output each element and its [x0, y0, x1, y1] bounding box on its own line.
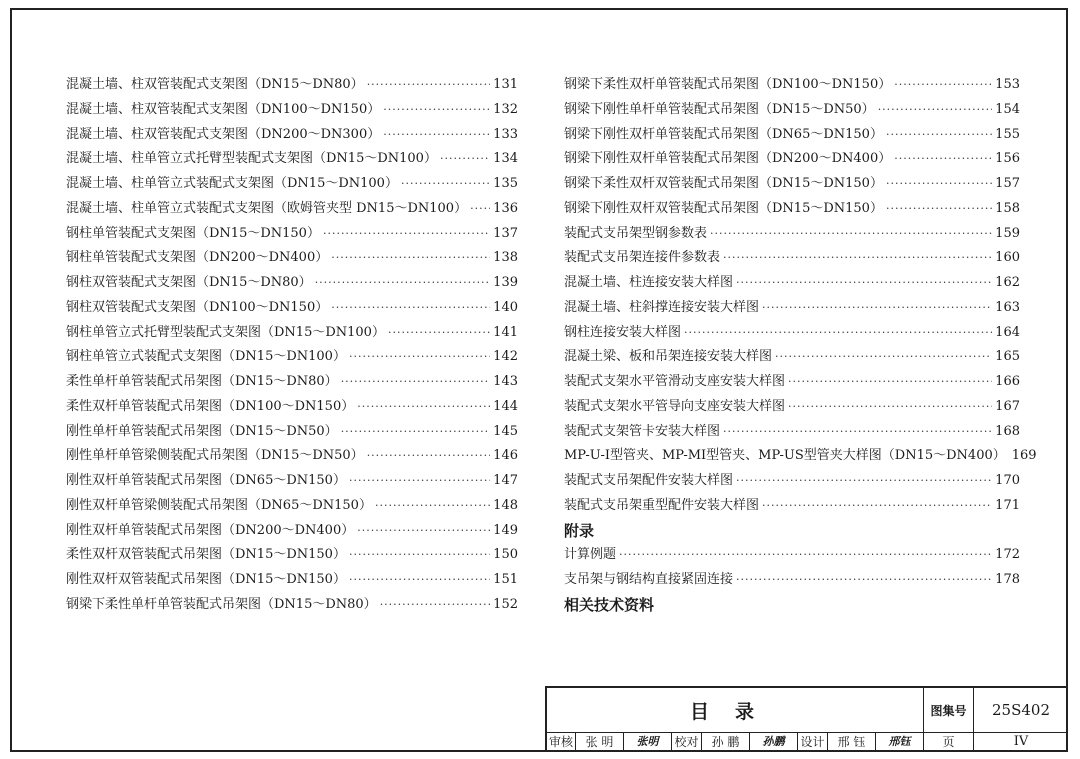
toc-entry-title: 混凝土墙、柱双管装配式支架图（DN15～DN80） [66, 77, 364, 92]
toc-entry[interactable] [564, 98, 1020, 123]
toc-entry[interactable] [564, 197, 1020, 222]
toc-entry[interactable] [66, 98, 518, 123]
toc-entry[interactable] [564, 73, 1020, 98]
toc-entry-title: 刚性单杆单管梁侧装配式吊架图（DN15～DN50） [66, 448, 364, 464]
toc-entry[interactable] [564, 420, 1020, 445]
toc-entry-page: 178 [995, 572, 1020, 587]
toc-entry[interactable] [564, 469, 1020, 494]
design-signature: 邢钰 [875, 732, 923, 752]
toc-entry-page: 147 [493, 473, 518, 488]
related-heading: 相关技术资料 [564, 595, 655, 614]
toc-leader-dots [367, 444, 490, 469]
toc-entry-page: 164 [995, 324, 1020, 340]
toc-entry-title: 刚性双杆单管装配式吊架图（DN65～DN150） [66, 473, 346, 488]
toc-entry[interactable] [564, 370, 1020, 395]
design-label: 设计 [797, 732, 827, 752]
toc-entry-title: 钢梁下柔性双杆单管装配式吊架图（DN100～DN150） [564, 77, 892, 92]
toc-entry-title: 混凝土墙、柱单管立式装配式支架图（欧姆管夹型 DN15～DN100） [66, 200, 468, 216]
toc-entry-page: 133 [493, 126, 518, 142]
toc-entry-page: 142 [493, 349, 518, 365]
toc-leader-dots [775, 345, 992, 370]
toc-entry[interactable] [564, 568, 1020, 593]
toc-entry-page: 140 [493, 299, 518, 315]
toc-entry[interactable] [66, 296, 518, 321]
toc-entry[interactable] [66, 73, 518, 98]
toc-entry-title: 混凝土墙、柱斜撑连接安装大样图 [564, 299, 760, 315]
toc-leader-dots [894, 147, 992, 172]
toc-entry[interactable] [66, 345, 518, 370]
toc-entry-page: 146 [493, 448, 518, 464]
toc-entry-title: 装配式支吊架配件安装大样图 [564, 473, 734, 488]
toc-leader-dots [440, 147, 490, 172]
toc-entry[interactable] [564, 271, 1020, 296]
toc-entry-page: 132 [493, 101, 518, 117]
toc-entry[interactable] [66, 321, 518, 346]
toc-leader-dots [315, 271, 490, 296]
toc-leader-dots [331, 246, 490, 271]
toc-entry-title: 混凝土墙、柱单管立式装配式支架图（DN15～DN100） [66, 176, 398, 191]
toc-entry[interactable] [564, 321, 1020, 346]
toc-entry-title: 钢梁下柔性单杆单管装配式吊架图（DN15～DN80） [66, 596, 377, 612]
appendix-heading: 附录 [564, 521, 595, 540]
toc-entry[interactable] [564, 345, 1020, 370]
toc-leader-dots [349, 345, 490, 370]
toc-entry-title: 柔性单杆单管装配式吊架图（DN15～DN80） [66, 374, 338, 389]
toc-entry-page: 171 [995, 497, 1020, 513]
toc-entry-page: 134 [493, 151, 518, 167]
toc-entry-page: 168 [995, 423, 1020, 439]
toc-entry[interactable] [66, 543, 518, 568]
toc-leader-dots [367, 73, 490, 98]
toc-entry-page: 136 [493, 200, 518, 216]
toc-leader-dots [380, 593, 490, 618]
toc-entry-page: 160 [995, 250, 1020, 266]
toc-left-column [66, 73, 518, 618]
toc-leader-dots [886, 123, 992, 148]
toc-leader-dots [383, 123, 490, 148]
design-name: 邢 钰 [827, 732, 875, 752]
toc-entry-title: 刚性双杆双管装配式吊架图（DN15～DN150） [66, 572, 346, 587]
title-block-title: 目录 [689, 700, 780, 723]
toc-entry-page: 163 [995, 299, 1020, 315]
toc-entry-page: 165 [995, 349, 1020, 365]
toc-entry-page: 135 [493, 176, 518, 191]
toc-leader-dots [736, 271, 992, 296]
toc-entry-page: 170 [995, 473, 1020, 488]
toc-entry-page: 144 [493, 398, 518, 414]
toc-entry-page: 149 [493, 522, 518, 538]
toc-entry[interactable] [66, 593, 518, 618]
toc-entry-title: 装配式支吊架型钢参数表 [564, 225, 708, 241]
toc-entry-title: 混凝土墙、柱双管装配式支架图（DN200～DN300） [66, 126, 381, 142]
toc-entry-page: 154 [995, 101, 1020, 117]
toc-entry-title: 装配式支架水平管导向支座安装大样图 [564, 398, 786, 414]
toc-entry[interactable] [66, 444, 518, 469]
toc-entry-page: 145 [493, 423, 518, 439]
toc-entry[interactable] [66, 271, 518, 296]
toc-entry-title: 混凝土梁、板和吊架连接安装大样图 [564, 349, 773, 365]
toc-leader-dots [762, 296, 992, 321]
toc-right-column [564, 73, 1037, 618]
review-label: 审核 [548, 735, 573, 749]
toc-entry-page: 152 [493, 596, 518, 612]
review-name: 张 明 [575, 732, 623, 752]
toc-entry[interactable] [564, 395, 1020, 420]
check-signature: 孙鹏 [749, 732, 797, 752]
toc-leader-dots [894, 73, 992, 98]
page-label: 页 [923, 732, 973, 752]
atlas-number-label: 图集号 [923, 688, 973, 732]
toc-leader-dots [886, 197, 992, 222]
toc-entry[interactable] [66, 147, 518, 172]
toc-entry[interactable] [564, 222, 1020, 247]
toc-leader-dots [886, 172, 992, 197]
toc-entry-page: 138 [493, 250, 518, 266]
toc-entry-title: 钢柱单管装配式支架图（DN200～DN400） [66, 250, 329, 266]
toc-entry-title: 混凝土墙、柱双管装配式支架图（DN100～DN150） [66, 101, 381, 117]
toc-entry-page: 131 [493, 77, 518, 92]
toc-entry-title: 混凝土墙、柱连接安装大样图 [564, 275, 734, 290]
toc-entry[interactable] [66, 197, 518, 222]
toc-entry-title: 装配式支架水平管滑动支座安装大样图 [564, 374, 786, 389]
check-name: 孙 鹏 [701, 732, 749, 752]
toc-entry[interactable] [66, 395, 518, 420]
toc-entry-page: 148 [493, 497, 518, 513]
toc-leader-dots [388, 321, 490, 346]
toc-entry[interactable] [564, 444, 1037, 469]
toc-leader-dots [375, 494, 490, 519]
toc-entry-title: 支吊架与钢结构直接紧固连接 [564, 572, 734, 587]
toc-leader-dots [341, 420, 490, 445]
toc-entry[interactable] [564, 172, 1020, 197]
toc-leader-dots [349, 568, 490, 593]
toc-leader-dots [331, 296, 490, 321]
toc-entry-title: 钢梁下刚性双杆单管装配式吊架图（DN200～DN400） [564, 151, 892, 167]
toc-entry-page: 137 [493, 225, 518, 241]
toc-entry[interactable] [564, 296, 1020, 321]
toc-leader-dots [736, 568, 992, 593]
toc-leader-dots [470, 197, 490, 222]
toc-leader-dots [349, 469, 490, 494]
toc-entry-title: 钢柱单管立式托臂型装配式支架图（DN15～DN100） [66, 324, 385, 340]
toc-entry-page: 141 [493, 324, 518, 340]
toc-entry-page: 151 [493, 572, 518, 587]
toc-entry-title: 装配式支吊架重型配件安装大样图 [564, 497, 760, 513]
toc-entry-title: 计算例题 [564, 547, 617, 563]
check-label: 校对 [671, 732, 701, 752]
toc-entry-title: 钢梁下刚性单杆单管装配式吊架图（DN15～DN50） [564, 101, 875, 117]
toc-leader-dots [736, 469, 992, 494]
toc-entry[interactable] [66, 519, 518, 544]
toc-entry-title: 刚性双杆单管装配式吊架图（DN200～DN400） [66, 522, 355, 538]
toc-leader-dots [401, 172, 490, 197]
toc-entry[interactable] [66, 246, 518, 271]
toc-entry-title: 钢梁下柔性双杆双管装配式吊架图（DN15～DN150） [564, 176, 883, 191]
toc-entry[interactable] [66, 568, 518, 593]
toc-leader-dots [323, 222, 490, 247]
toc-entry-title: 装配式支架管卡安装大样图 [564, 423, 721, 439]
title-block [545, 686, 1068, 752]
toc-leader-dots [619, 543, 992, 568]
toc-entry-page: 153 [995, 77, 1020, 92]
toc-entry-title: 混凝土墙、柱单管立式托臂型装配式支架图（DN15～DN100） [66, 151, 437, 167]
toc-entry-page: 162 [995, 275, 1020, 290]
toc-leader-dots [710, 222, 992, 247]
toc-entry-title: 钢柱双管装配式支架图（DN100～DN150） [66, 299, 329, 315]
toc-leader-dots [788, 370, 992, 395]
toc-leader-dots [341, 370, 490, 395]
toc-entry-page: 158 [995, 200, 1020, 216]
toc-entry-title: 钢柱双管装配式支架图（DN15～DN80） [66, 275, 312, 290]
toc-entry-page: 159 [995, 225, 1020, 241]
toc-entry-page: 155 [995, 126, 1020, 142]
toc-entry-page: 143 [493, 374, 518, 389]
toc-entry-page: 167 [995, 398, 1020, 414]
toc-entry-page: 166 [995, 374, 1020, 389]
toc-entry-title: 柔性双杆双管装配式吊架图（DN15～DN150） [66, 547, 346, 563]
toc-entry[interactable] [564, 147, 1020, 172]
toc-entry-title: 钢柱连接安装大样图 [564, 324, 682, 340]
toc-leader-dots [383, 98, 490, 123]
toc-entry-page: 172 [995, 547, 1020, 563]
page-number: IV [973, 732, 1068, 752]
toc-entry-title: 钢梁下刚性双杆单管装配式吊架图（DN65～DN150） [564, 126, 883, 142]
toc-entry-page: 156 [995, 151, 1020, 167]
atlas-number: 25S402 [973, 688, 1068, 732]
toc-leader-dots [349, 543, 490, 568]
toc-entry-title: 钢梁下刚性双杆双管装配式吊架图（DN15～DN150） [564, 200, 883, 216]
toc-entry-title: 钢柱单管装配式支架图（DN15～DN150） [66, 225, 320, 241]
toc-entry-title: 刚性双杆单管梁侧装配式吊架图（DN65～DN150） [66, 497, 372, 513]
toc-entry-title: 刚性单杆单管装配式吊架图（DN15～DN50） [66, 423, 338, 439]
review-signature: 张明 [623, 732, 671, 752]
toc-leader-dots [684, 321, 992, 346]
toc-entry[interactable] [564, 246, 1020, 271]
toc-entry-title: 钢柱单管立式装配式支架图（DN15～DN100） [66, 349, 346, 365]
toc-entry[interactable] [66, 172, 518, 197]
toc-entry[interactable] [564, 494, 1020, 519]
toc-leader-dots [357, 395, 490, 420]
toc-entry[interactable] [66, 420, 518, 445]
toc-entry[interactable] [66, 469, 518, 494]
toc-entry[interactable] [564, 123, 1020, 148]
toc-entry-page: 169 [1011, 448, 1037, 464]
toc-entry-page: 139 [493, 275, 518, 290]
toc-leader-dots [878, 98, 992, 123]
toc-leader-dots [723, 246, 992, 271]
toc-leader-dots [788, 395, 992, 420]
toc-entry[interactable] [66, 370, 518, 395]
toc-entry-page: 157 [995, 176, 1020, 191]
toc-entry-title: MP-U-I型管夹、MP-MI型管夹、MP-US型管夹大样图（DN15～DN400） [564, 448, 1006, 464]
toc-entry-title: 柔性双杆单管装配式吊架图（DN100～DN150） [66, 398, 355, 414]
toc-entry-page: 150 [493, 547, 518, 563]
toc-leader-dots [762, 494, 992, 519]
toc-entry[interactable] [564, 543, 1020, 568]
toc-leader-dots [357, 519, 490, 544]
signature-row [547, 732, 1068, 752]
toc-entry[interactable] [66, 494, 518, 519]
toc-entry[interactable] [66, 123, 518, 148]
toc-entry[interactable] [66, 222, 518, 247]
toc-leader-dots [723, 420, 992, 445]
toc-entry-title: 装配式支吊架连接件参数表 [564, 250, 721, 266]
